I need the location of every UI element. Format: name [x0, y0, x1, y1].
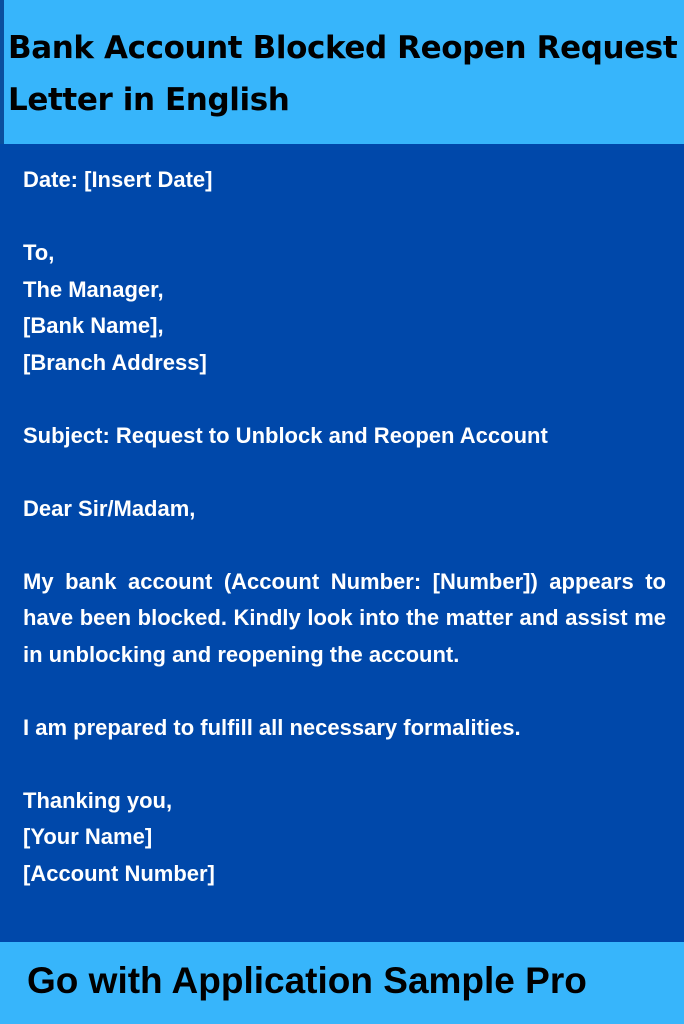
- header-banner: [0, 0, 684, 144]
- letter-branch-address: [Branch Address]: [23, 349, 207, 375]
- letter-subject: Subject: Request to Unblock and Reopen Account: [23, 422, 548, 448]
- letter-closing-paragraph: I am prepared to fulfill all necessary formalities.: [23, 714, 521, 740]
- letter-signature-name: [Your Name]: [23, 824, 153, 849]
- letter-recipient: The Manager,: [23, 276, 164, 302]
- letter-signature-account: [Account Number]: [23, 860, 215, 886]
- footer-brand-text: Go with Application Sample Pro: [27, 960, 587, 1001]
- spacer: [23, 199, 666, 236]
- letter-to: To,: [23, 240, 55, 265]
- letter-salutation: Dear Sir/Madam,: [23, 495, 196, 521]
- spacer: [23, 454, 666, 491]
- letter-bank-name: [Bank Name],: [23, 313, 164, 338]
- page-title: Bank Account Blocked Reopen Request Letter in English: [8, 30, 678, 118]
- spacer: [23, 527, 666, 564]
- letter-body: [23, 162, 666, 892]
- spacer: [23, 673, 666, 710]
- spacer: [23, 381, 666, 418]
- footer-banner: [0, 942, 684, 1024]
- letter-sign-off: Thanking you,: [23, 787, 173, 813]
- letter-date: Date: [Insert Date]: [23, 167, 213, 192]
- letter-body-paragraph: My bank account (Account Number: [Number]) appears to have been blocked. Kindly look into the matter and assist me in unblocking and reopening the account.: [23, 568, 666, 667]
- spacer: [23, 746, 666, 783]
